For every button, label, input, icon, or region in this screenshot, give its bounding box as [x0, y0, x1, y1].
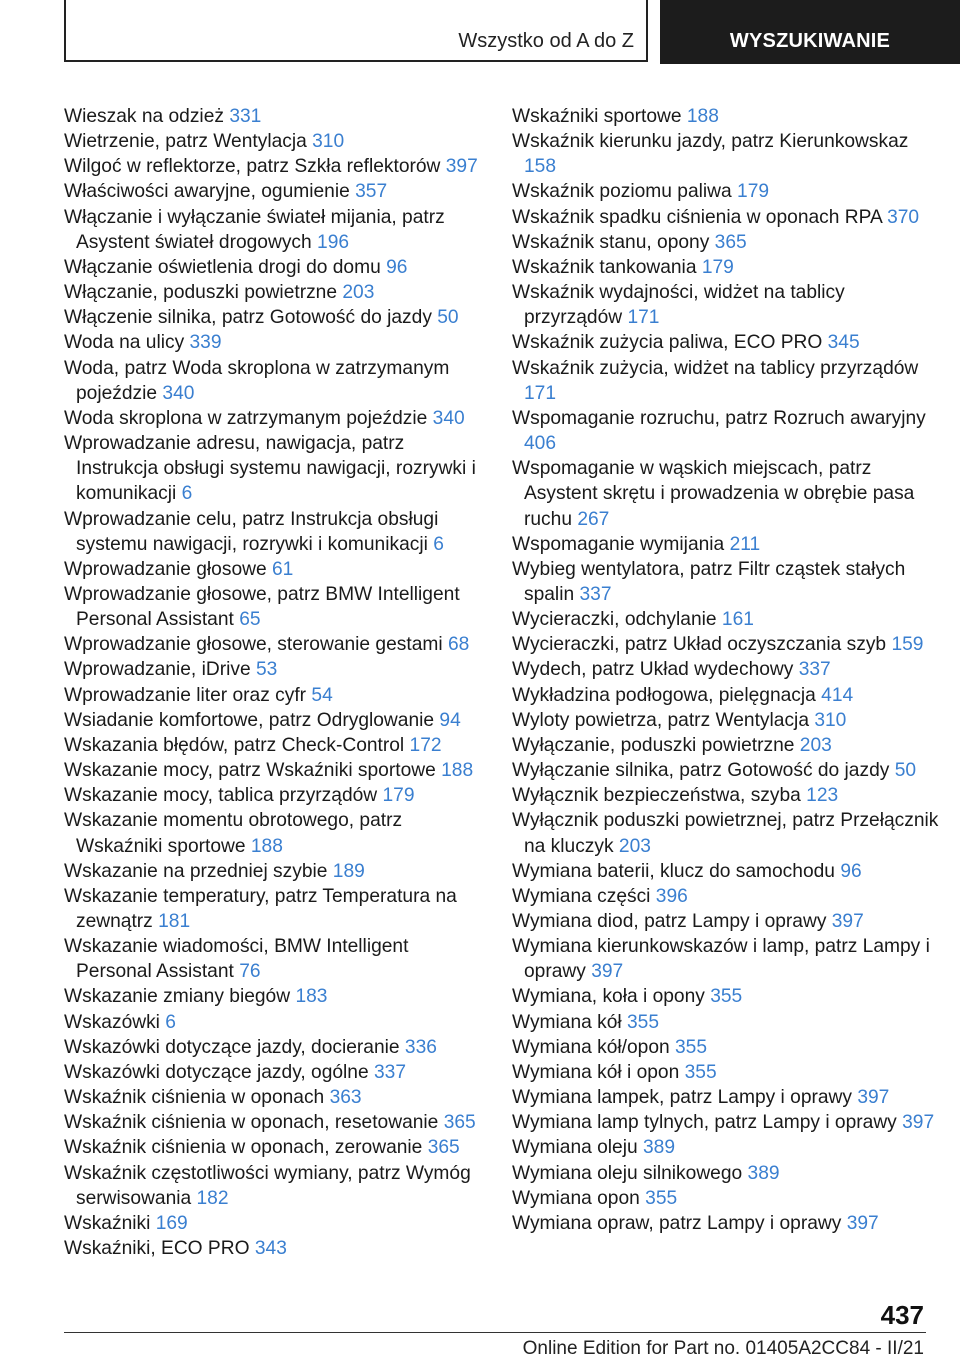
index-page-link[interactable]: 397 — [445, 156, 478, 178]
index-entry-text: Wyloty powietrza, patrz Wentylacja — [512, 709, 809, 731]
index-entry — [512, 532, 942, 557]
index-entry — [512, 104, 942, 129]
index-page-link[interactable]: 343 — [254, 1238, 287, 1260]
index-entry — [64, 808, 484, 858]
index-entry-text: Włączenie silnika, patrz Gotowość do jazdy — [64, 307, 432, 329]
index-entry-text: Wskazanie na przedniej szybie — [64, 860, 328, 882]
index-entry-text: Wprowadzanie głosowe, sterowanie gestami — [64, 634, 443, 656]
index-entry-text: Wymiana lampek, patrz Lampy i oprawy — [512, 1087, 852, 1109]
index-entry-text: Wymiana diod, patrz Lampy i oprawy — [512, 911, 827, 932]
index-entry-text: Wskazanie momentu obrotowego, patrz Wskaźniki sportowe — [64, 810, 403, 857]
index-entry-text: Woda na ulicy — [64, 332, 185, 354]
index-page-link[interactable]: 397 — [831, 911, 864, 932]
index-entry-text: Wprowadzanie adresu, nawigacja, patrz Instrukcja obsługi systemu nawigacji, rozrywki i komunikacji — [64, 433, 476, 505]
index-page-link[interactable]: 345 — [827, 332, 860, 354]
index-page-link[interactable]: 355 — [645, 1187, 678, 1209]
index-page-link[interactable]: 339 — [189, 332, 222, 354]
index-entry-text: Wskaźnik zużycia, widżet na tablicy przyrządów — [512, 357, 919, 379]
index-page-link[interactable]: 54 — [311, 684, 333, 706]
index-entry — [64, 557, 484, 582]
index-entry — [64, 984, 484, 1009]
index-entry — [512, 1060, 942, 1085]
index-page-link[interactable]: 61 — [271, 558, 294, 580]
index-entry-text: Wymiana opraw, patrz Lampy i oprawy — [512, 1212, 842, 1234]
index-entry-text: Wskaźnik częstotliwości wymiany, patrz Wymóg serwisowania — [64, 1162, 471, 1209]
index-entry — [64, 934, 484, 984]
index-entry-text: Wycieraczki, odchylanie — [512, 609, 717, 631]
index-entry — [512, 1110, 942, 1135]
index-page-link[interactable]: 158 — [524, 156, 557, 178]
index-page-link[interactable]: 336 — [404, 1036, 437, 1058]
index-entry-text: Wskazówki — [64, 1011, 160, 1033]
index-page-link[interactable]: 76 — [239, 961, 261, 983]
index-entry — [64, 657, 484, 682]
index-entry — [64, 683, 484, 708]
index-entry — [64, 205, 484, 255]
index-entry — [512, 1211, 942, 1236]
index-entry — [512, 280, 942, 330]
index-page-link[interactable]: 188 — [686, 106, 719, 127]
index-entry — [512, 758, 942, 783]
index-entry — [64, 1010, 484, 1035]
index-entry — [512, 984, 942, 1009]
index-entry — [512, 1161, 942, 1186]
index-page-link[interactable]: 203 — [799, 734, 832, 756]
index-entry — [512, 683, 942, 708]
index-entry — [64, 632, 484, 657]
index-entry-text: Wskaźnik wydajności, widżet na tablicy przyrządów — [512, 282, 845, 329]
index-entry-text: Wymiana oleju silnikowego — [512, 1162, 743, 1184]
index-entry — [64, 356, 484, 406]
index-entry-text: Wskaźnik ciśnienia w oponach, zerowanie — [64, 1137, 423, 1159]
index-entry-text: Wprowadzanie głosowe — [64, 558, 267, 580]
index-entry-text: Woda skroplona w zatrzymanym pojeździe — [64, 407, 428, 429]
index-entry — [512, 607, 942, 632]
index-entry — [512, 557, 942, 607]
index-page-link[interactable]: 397 — [857, 1087, 890, 1109]
index-entry — [64, 1135, 484, 1160]
index-entry — [64, 1110, 484, 1135]
index-entry — [512, 934, 942, 984]
index-entry — [64, 129, 484, 154]
index-entry-text: Wskazanie mocy, tablica przyrządów — [64, 785, 378, 807]
index-page-link[interactable]: 389 — [643, 1137, 676, 1159]
index-entry-text: Wymiana kół — [512, 1011, 622, 1033]
index-entry-text: Wskazanie temperatury, patrz Temperatura na zewnątrz — [64, 885, 457, 932]
index-page-link[interactable]: 196 — [317, 231, 350, 253]
index-entry-text: Wskaźnik ciśnienia w oponach — [64, 1087, 325, 1109]
index-entry-text: Włączanie i wyłączanie świateł mijania, patrz Asystent świateł drogowych — [64, 206, 445, 253]
index-page-link[interactable]: 406 — [524, 433, 557, 455]
index-page-link[interactable]: 355 — [710, 986, 743, 1008]
index-entry-text: Wspomaganie rozruchu, patrz Rozruch awaryjny — [512, 407, 926, 429]
index-entry — [512, 255, 942, 280]
index-page-link[interactable]: 179 — [382, 785, 415, 807]
index-entry-text: Woda, patrz Woda skroplona w zatrzymanym pojeździe — [64, 357, 450, 404]
page-number: 437 — [880, 1300, 924, 1330]
index-entry — [64, 1085, 484, 1110]
index-entry-text: Wybieg wentylatora, patrz Filtr cząstek stałych spalin — [512, 558, 906, 605]
index-entry — [512, 1186, 942, 1211]
index-entry-text: Wskazanie zmiany biegów — [64, 986, 291, 1008]
index-page-link[interactable]: 337 — [579, 583, 612, 605]
index-entry-text: Wyłącznik poduszki powietrznej, patrz Przełącznik na kluczyk — [512, 810, 939, 857]
search-tab[interactable] — [660, 0, 960, 64]
index-entry-text: Wprowadzanie głosowe, patrz BMW Intelligent Personal Assistant — [64, 583, 460, 631]
index-page-link[interactable]: 169 — [155, 1212, 188, 1234]
index-page-link[interactable]: 179 — [701, 256, 734, 278]
index-page-link[interactable]: 340 — [162, 382, 195, 404]
index-entry — [512, 708, 942, 733]
index-page-link[interactable]: 65 — [239, 609, 261, 631]
index-entry-text: Właściwości awaryjne, ogumienie — [64, 181, 350, 203]
index-column-left — [64, 104, 484, 1261]
index-page-link[interactable]: 181 — [158, 911, 191, 932]
index-entry-text: Wietrzenie, patrz Wentylacja — [64, 131, 307, 153]
index-page-link[interactable]: 171 — [627, 307, 660, 329]
index-page-link[interactable]: 389 — [747, 1162, 780, 1184]
index-entry-text: Wyłącznik bezpieczeństwa, szyba — [512, 785, 801, 807]
index-entry — [512, 205, 942, 230]
index-page-link[interactable]: 188 — [250, 835, 283, 857]
index-entry-text: Włączanie, poduszki powietrzne — [64, 282, 338, 304]
index-entry-text: Wskaźnik spadku ciśnienia w oponach RPA — [512, 206, 882, 228]
index-page-link[interactable]: 363 — [329, 1087, 362, 1109]
index-page-link[interactable]: 397 — [902, 1112, 935, 1134]
index-page-link[interactable]: 159 — [891, 634, 924, 656]
index-entry — [64, 582, 484, 632]
index-entry — [512, 909, 942, 934]
index-page-link[interactable]: 397 — [846, 1212, 879, 1234]
index-entry-text: Wskaźniki sportowe — [512, 106, 682, 127]
index-entry — [512, 330, 942, 355]
index-entry-text: Wykładzina podłogowa, pielęgnacja — [512, 684, 816, 706]
page-header — [0, 0, 960, 66]
index-entry-text: Wprowadzanie, iDrive — [64, 659, 251, 681]
index-entry — [64, 431, 484, 506]
index-entry — [512, 733, 942, 758]
index-entry-text: Wskazanie wiadomości, BMW Intelligent Personal Assistant — [64, 936, 409, 983]
index-entry-text: Wskaźnik tankowania — [512, 256, 697, 278]
index-entry-text: Wyłączanie silnika, patrz Gotowość do jazdy — [512, 760, 890, 782]
index-entry — [64, 406, 484, 431]
index-entry — [512, 1010, 942, 1035]
index-entry — [64, 859, 484, 884]
index-page-link[interactable]: 171 — [524, 382, 557, 404]
index-page-link[interactable]: 365 — [443, 1112, 476, 1134]
index-page-link[interactable]: 6 — [181, 483, 193, 505]
index-page-link[interactable]: 50 — [437, 307, 459, 329]
index-entry-text: Wilgoć w reflektorze, patrz Szkła reflektorów — [64, 156, 441, 178]
index-entry-text: Wycieraczki, patrz Układ oczyszczania szyb — [512, 634, 887, 656]
index-entry — [512, 1035, 942, 1060]
index-entry-text: Wymiana oleju — [512, 1137, 638, 1159]
index-page-link[interactable]: 203 — [342, 282, 375, 304]
index-entry — [64, 1060, 484, 1085]
index-entry — [64, 280, 484, 305]
index-page-link[interactable]: 211 — [729, 533, 761, 555]
footer-edition: Online Edition for Part no. 01405A2CC84 - II/21 — [522, 1338, 924, 1359]
index-entry-text: Wspomaganie w wąskich miejscach, patrz Asystent skrętu i prowadzenia w obrębie pasa ruchu — [512, 458, 915, 530]
index-entry — [64, 104, 484, 129]
index-entry-text: Wskazania błędów, patrz Check-Control — [64, 734, 405, 756]
index-page-link[interactable]: 357 — [355, 181, 388, 203]
index-page-link[interactable]: 331 — [229, 106, 262, 127]
index-page-link[interactable]: 96 — [386, 256, 408, 278]
index-entry — [64, 305, 484, 330]
index-entry-text: Wskaźnik zużycia paliwa, ECO PRO — [512, 332, 823, 354]
index-entry — [64, 884, 484, 934]
index-page-link[interactable]: 355 — [684, 1061, 717, 1083]
index-page-link[interactable]: 397 — [591, 961, 624, 983]
index-page-link[interactable]: 203 — [618, 835, 651, 857]
index-entry — [64, 733, 484, 758]
index-page-link[interactable]: 267 — [577, 508, 610, 530]
index-entry — [512, 657, 942, 682]
header-section-box — [64, 0, 648, 62]
index-entry — [512, 808, 942, 858]
index-entry-text: Wydech, patrz Układ wydechowy — [512, 659, 794, 681]
index-page-link[interactable]: 172 — [409, 734, 442, 756]
index-entry — [64, 154, 484, 179]
index-entry-text: Wyłączanie, poduszki powietrzne — [512, 734, 795, 756]
index-entry-text: Wskazanie mocy, patrz Wskaźniki sportowe — [64, 760, 436, 782]
search-tab-label: WYSZUKIWANIE — [729, 30, 891, 52]
index-entry-text: Wymiana lamp tylnych, patrz Lampy i oprawy — [512, 1112, 897, 1134]
index-entry-text: Wskazówki dotyczące jazdy, docieranie — [64, 1036, 400, 1058]
index-entry — [64, 1161, 484, 1211]
index-page-link[interactable]: 310 — [312, 131, 345, 153]
index-page-link[interactable]: 6 — [433, 533, 444, 555]
index-page-link[interactable]: 53 — [255, 659, 278, 681]
index-page-link[interactable]: 337 — [374, 1061, 407, 1083]
index-entry-text: Wskaźnik ciśnienia w oponach, resetowanie — [64, 1112, 439, 1134]
index-column-right — [512, 104, 942, 1236]
index-entry-text: Wymiana części — [512, 885, 651, 907]
index-entry-text: Wspomaganie wymijania — [512, 533, 725, 555]
index-entry — [512, 406, 942, 456]
index-entry — [64, 330, 484, 355]
index-entry — [512, 1085, 942, 1110]
index-entry — [512, 1135, 942, 1160]
index-page-link[interactable]: 370 — [887, 206, 920, 228]
index-page-link[interactable]: 179 — [737, 181, 770, 203]
index-entry-text: Wskaźnik stanu, opony — [512, 231, 710, 253]
index-entry-text: Wymiana kół i opon — [512, 1061, 680, 1083]
index-page-link[interactable]: 396 — [655, 885, 688, 907]
index-entry — [512, 179, 942, 204]
index-entry — [64, 1236, 484, 1261]
index-entry — [512, 129, 942, 179]
index-page-link[interactable]: 355 — [675, 1036, 708, 1058]
index-entry — [512, 356, 942, 406]
index-entry-text: Wymiana baterii, klucz do samochodu — [512, 860, 835, 882]
index-entry-text: Wsiadanie komfortowe, patrz Odryglowanie — [64, 709, 435, 731]
index-page-link[interactable]: 96 — [840, 860, 862, 882]
index-entry — [512, 783, 942, 808]
index-entry-text: Wymiana kół/opon — [512, 1036, 670, 1058]
index-page-link[interactable]: 365 — [714, 231, 747, 253]
index-entry — [64, 507, 484, 557]
index-entry-text: Wskaźnik kierunku jazdy, patrz Kierunkowskaz — [512, 131, 909, 153]
index-page-link[interactable]: 365 — [427, 1137, 460, 1159]
index-entry — [64, 179, 484, 204]
index-page-link[interactable]: 340 — [432, 407, 465, 429]
index-page-link[interactable]: 94 — [439, 709, 461, 731]
index-entry-text: Wskaźnik poziomu paliwa — [512, 181, 732, 203]
index-page-link[interactable]: 337 — [798, 659, 831, 681]
index-page-link[interactable]: 310 — [814, 709, 847, 731]
index-entry — [64, 1035, 484, 1060]
index-page-link[interactable]: 188 — [441, 760, 474, 782]
index-entry-text: Włączanie oświetlenia drogi do domu — [64, 256, 381, 278]
index-entry-text: Wymiana, koła i opony — [512, 986, 705, 1008]
index-entry-text: Wprowadzanie liter oraz cyfr — [64, 684, 307, 706]
index-entry-text: Wieszak na odzież — [64, 106, 224, 127]
index-entry — [512, 884, 942, 909]
index-page-link[interactable]: 123 — [806, 785, 839, 807]
index-entry-text: Wskaźniki — [64, 1212, 151, 1234]
index-entry-text: Wskazówki dotyczące jazdy, ogólne — [64, 1061, 369, 1083]
index-entry — [64, 783, 484, 808]
index-page-link[interactable]: 414 — [821, 684, 854, 706]
index-entry — [64, 255, 484, 280]
index-page-link[interactable]: 189 — [332, 860, 365, 882]
footer-divider — [64, 1332, 926, 1333]
index-entry — [64, 708, 484, 733]
index-page-link[interactable]: 68 — [447, 634, 470, 656]
index-page-link[interactable]: 50 — [894, 760, 917, 782]
index-entry-text: Wymiana opon — [512, 1187, 640, 1209]
index-entry — [512, 859, 942, 884]
index-entry — [64, 1211, 484, 1236]
index-page-link[interactable]: 183 — [295, 986, 328, 1008]
index-page-link[interactable]: 6 — [165, 1011, 176, 1033]
index-page-link[interactable]: 182 — [196, 1187, 229, 1209]
index-entry-text: Wskaźniki, ECO PRO — [64, 1238, 250, 1260]
index-page-link[interactable]: 161 — [721, 609, 754, 631]
index-entry-text: Wymiana kierunkowskazów i lamp, patrz Lampy i oprawy — [512, 936, 930, 983]
index-entry — [512, 632, 942, 657]
section-title: Wszystko od A do Z — [458, 30, 634, 52]
index-entry — [512, 456, 942, 531]
index-page-link[interactable]: 355 — [627, 1011, 660, 1033]
index-entry — [512, 230, 942, 255]
index-entry — [64, 758, 484, 783]
index-entry-text: Wprowadzanie celu, patrz Instrukcja obsługi systemu nawigacji, rozrywki i komunikacji — [64, 508, 439, 555]
